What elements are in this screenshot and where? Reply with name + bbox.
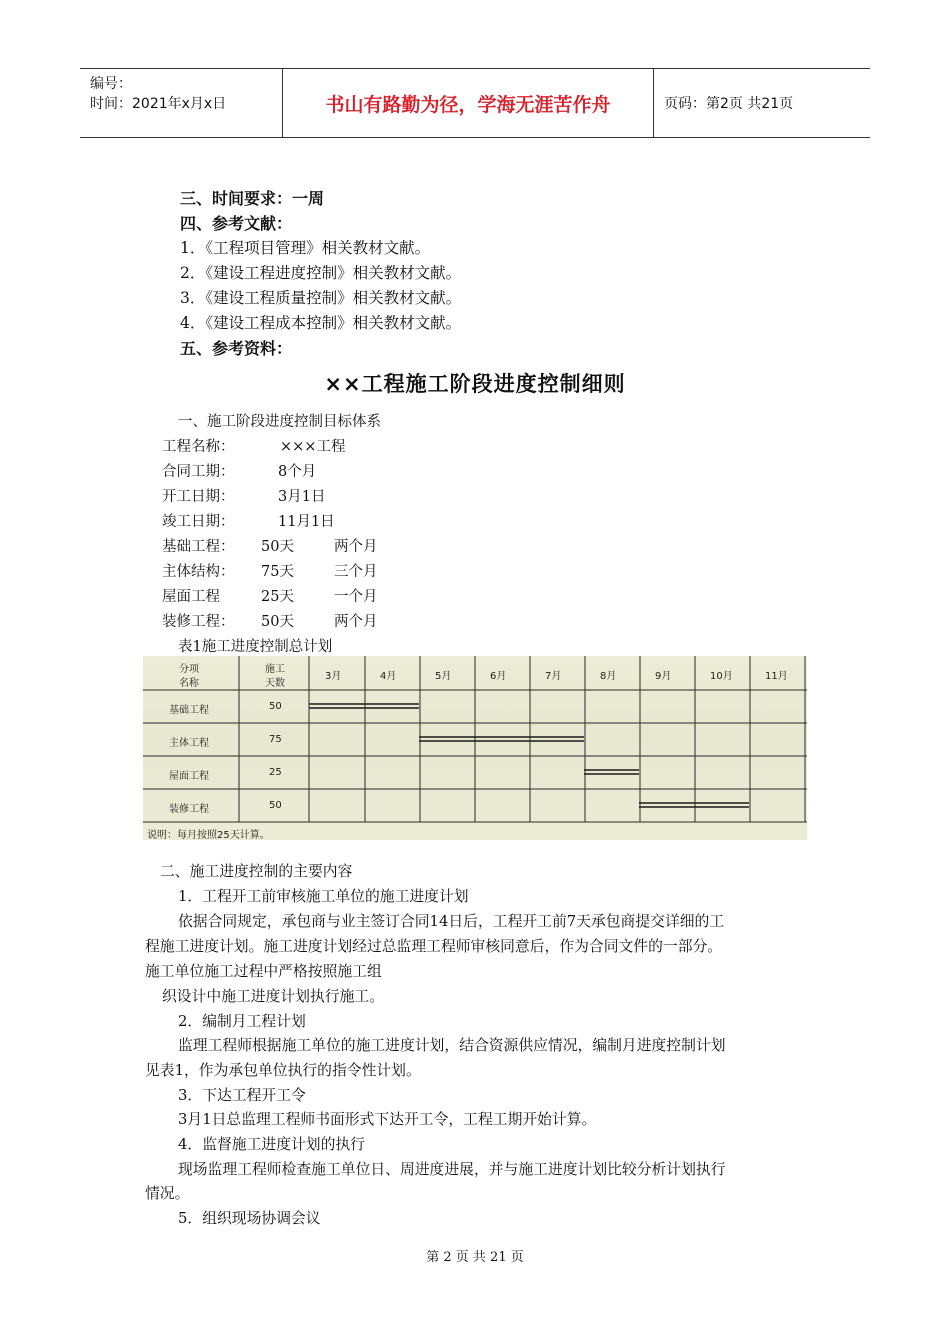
target-label: 开工日期： <box>162 489 235 505</box>
row-name: 主体工程 <box>169 738 209 749</box>
paragraph-line: 监理工程师根据施工单位的施工进度计划，结合资源供应情况，编制月进度控制计划 <box>178 1037 726 1054</box>
reference-item: 3．《建设工程质量控制》相关教材文献。 <box>180 289 462 307</box>
target-row <box>162 535 422 555</box>
column-header-days: 天数 <box>265 678 285 689</box>
target-row <box>162 610 422 630</box>
column-header-item: 分项 <box>179 664 199 675</box>
target-row <box>162 460 422 480</box>
header-page-info: 页码：第2页 共21页 <box>664 96 794 112</box>
target-label: 装修工程： <box>162 614 235 630</box>
row-name: 装修工程 <box>169 804 209 815</box>
paragraph-line: 织设计中施工进度计划执行施工。 <box>162 988 384 1005</box>
month-header: 8月 <box>600 671 617 682</box>
target-value: 25天 <box>261 589 294 605</box>
schedule-table <box>143 656 807 840</box>
subheading-4: 4．监督施工进度计划的执行 <box>178 1136 365 1153</box>
paragraph-line: 程施工进度计划。施工进度计划经过总监理工程师审核同意后，作为合同文件的一部分。 <box>145 938 723 955</box>
time-label: 时间：2021年x月x日 <box>90 96 227 112</box>
month-header: 11月 <box>765 671 788 682</box>
paragraph-line: 依据合同规定，承包商与业主签订合同14日后，工程开工前7天承包商提交详细的工 <box>178 913 725 930</box>
target-row <box>162 510 422 530</box>
paragraph-line: 施工单位施工过程中严格按照施工组 <box>145 963 382 980</box>
part1-heading: 一、施工阶段进度控制目标体系 <box>178 414 381 430</box>
reference-item: 2．《建设工程进度控制》相关教材文献。 <box>180 264 462 282</box>
subheading-3: 3．下达工程开工令 <box>178 1087 306 1104</box>
subheading-1: 1．工程开工前审核施工单位的施工进度计划 <box>178 888 469 905</box>
target-label: 竣工日期： <box>162 514 235 530</box>
target-value: 50天 <box>261 614 294 630</box>
target-value: ×××工程 <box>280 439 346 455</box>
subheading-2: 2．编制月工程计划 <box>178 1013 306 1030</box>
month-header: 3月 <box>325 671 342 682</box>
month-header: 5月 <box>435 671 452 682</box>
month-header: 10月 <box>710 671 733 682</box>
target-duration: 两个月 <box>334 614 378 630</box>
header-motto: 书山有路勤为径，学海无涯苦作舟 <box>283 69 654 137</box>
target-row <box>162 560 422 580</box>
schedule-note: 说明：每月按照25天计算。 <box>147 830 270 841</box>
time-requirement-heading: 三、时间要求：一周 <box>180 189 325 208</box>
target-label: 合同工期： <box>162 464 235 480</box>
target-value: 3月1日 <box>278 489 326 505</box>
schedule-grid <box>143 656 807 840</box>
subheading-5: 5．组织现场协调会议 <box>178 1210 321 1227</box>
header-meta <box>80 69 283 137</box>
target-row <box>162 435 422 455</box>
target-row <box>162 585 422 605</box>
page-footer: 第 2 页 共 21 页 <box>426 1250 524 1265</box>
row-name: 屋面工程 <box>169 771 209 782</box>
target-duration: 三个月 <box>334 564 378 580</box>
target-label: 主体结构： <box>162 564 235 580</box>
target-duration: 一个月 <box>334 589 378 605</box>
target-label: 基础工程： <box>162 539 235 555</box>
page-header <box>80 68 870 138</box>
target-value: 8个月 <box>278 464 317 480</box>
row-name: 基础工程 <box>169 705 209 716</box>
part2-heading: 二、施工进度控制的主要内容 <box>160 863 353 880</box>
paragraph-line: 现场监理工程师检查施工单位日、周进度进展，并与施工进度计划比较分析计划执行 <box>178 1161 726 1178</box>
month-header: 4月 <box>380 671 397 682</box>
target-duration: 两个月 <box>334 539 378 555</box>
table-caption: 表1施工进度控制总计划 <box>178 639 333 655</box>
target-label: 工程名称： <box>162 439 235 455</box>
row-days: 25 <box>269 767 282 778</box>
row-days: 50 <box>269 800 282 811</box>
target-value: 11月1日 <box>278 514 335 530</box>
paragraph-line: 3月1日总监理工程师书面形式下达开工令，工程工期开始计算。 <box>178 1111 597 1128</box>
column-header-item: 名称 <box>179 678 199 689</box>
number-label: 编号： <box>90 76 132 92</box>
column-header-days: 施工 <box>265 664 285 675</box>
paragraph-line: 情况。 <box>145 1185 190 1202</box>
paragraph-line: 见表1，作为承包单位执行的指令性计划。 <box>145 1062 421 1079</box>
month-header: 7月 <box>545 671 562 682</box>
reference-item: 4．《建设工程成本控制》相关教材文献。 <box>180 314 462 332</box>
target-value: 75天 <box>261 564 294 580</box>
row-days: 75 <box>269 734 282 745</box>
month-header: 6月 <box>490 671 507 682</box>
document-title: ××工程施工阶段进度控制细则 <box>324 372 626 396</box>
reference-item: 1．《工程项目管理》相关教材文献。 <box>180 239 431 257</box>
row-days: 50 <box>269 701 282 712</box>
materials-heading: 五、参考资料： <box>180 339 293 358</box>
references-heading: 四、参考文献： <box>180 214 293 233</box>
target-value: 50天 <box>261 539 294 555</box>
target-label: 屋面工程 <box>162 589 220 605</box>
month-header: 9月 <box>655 671 672 682</box>
target-row <box>162 485 422 505</box>
